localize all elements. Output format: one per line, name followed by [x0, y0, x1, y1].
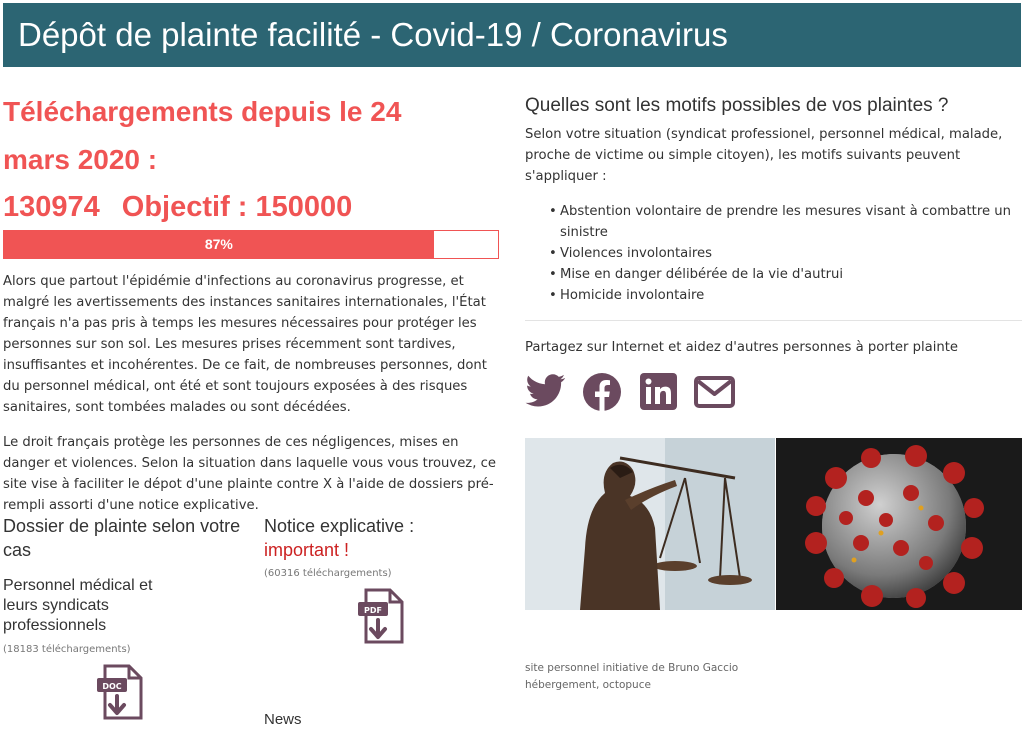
- downloads-count-row: [3, 184, 499, 230]
- motif-item: • Abstention volontaire de prendre les mesures visant à combattre un sinistre: [549, 201, 1022, 243]
- site-header: [3, 3, 1021, 67]
- divider: [525, 320, 1022, 321]
- downloads-objective: Objectif : 150000: [121, 191, 353, 223]
- site-title: Dépôt de plainte facilité - Covid-19 / Coronavirus: [18, 16, 728, 53]
- motif-item: • Homicide involontaire: [549, 285, 1022, 306]
- downloads-title-line2: mars 2020 :: [3, 144, 158, 175]
- footer-hosting[interactable]: hébergement, octopuce: [525, 679, 651, 691]
- doc-download-icon[interactable]: [95, 664, 145, 722]
- doc-icon-label: DOC: [102, 682, 122, 691]
- illustration-images: [525, 438, 1022, 610]
- notice-column: [264, 514, 504, 615]
- downloads-section: [3, 514, 499, 735]
- left-column: [3, 88, 499, 516]
- twitter-icon[interactable]: [525, 372, 567, 412]
- downloads-title-line1: Téléchargements depuis le 24: [3, 96, 402, 127]
- downloads-title: [3, 88, 499, 184]
- facebook-icon[interactable]: [581, 372, 623, 412]
- notice-title-text: Notice explicative :: [264, 516, 415, 536]
- motifs-title: Quelles sont les motifs possibles de vos plaintes ?: [525, 95, 949, 116]
- notice-important-label: important !: [264, 540, 350, 560]
- dossier-title: Dossier de plainte selon votre cas: [3, 516, 241, 560]
- justice-statue-image: [525, 438, 775, 610]
- site-footer: [525, 660, 738, 694]
- downloads-count: 130974: [3, 191, 100, 223]
- footer-credit: site personnel initiative de Bruno Gaccio: [525, 662, 739, 674]
- pdf-icon-label: PDF: [364, 606, 382, 615]
- motifs-list: [525, 201, 1022, 306]
- downloads-progress-bar: [3, 230, 499, 259]
- motif-item: • Mise en danger délibérée de la vie d'autrui: [549, 264, 1022, 285]
- email-icon[interactable]: [693, 372, 735, 412]
- intro-paragraph-2: Le droit français protège les personnes de ces négligences, mises en danger et violences. Selon la situation dans laquelle vous vous trouvez, ce site vise à faciliter le dépot d'une plainte contre X à l'aide de dossiers pré-rempli assorti d'une notice explicative.: [3, 435, 496, 513]
- dossier-subtitle: Personnel médical et leurs syndicats professionnels: [3, 577, 153, 634]
- share-text: Partagez sur Internet et aidez d'autres personnes à porter plainte: [525, 340, 959, 355]
- notice-download-count: (60316 téléchargements): [264, 568, 392, 579]
- dossier-column: [3, 514, 243, 691]
- intro-paragraph-1: Alors que partout l'épidémie d'infections au coronavirus progresse, et malgré les avertissements des instances sanitaires internationales, l'État français n'a pas pris à temps les mesures nécessaires pour protéger les personnes sur son sol. Les mesures prises récemment sont tardives, insuffisantes et incohérentes. De ce fait, de nombreuses personnes, dont du personnel médical, ont été et sont toujours exposées à des risques sanitaires, sont tombées malades ou sont décédées.: [3, 274, 487, 415]
- pdf-download-icon[interactable]: [356, 588, 406, 646]
- progress-label: 87%: [204, 236, 233, 252]
- dossier-download-count: (18183 téléchargements): [3, 644, 131, 655]
- right-column: [525, 92, 1022, 416]
- linkedin-icon[interactable]: [637, 372, 679, 412]
- notice-title: [264, 514, 504, 562]
- motif-item: • Violences involontaires: [549, 243, 1022, 264]
- motifs-intro: Selon votre situation (syndicat professionel, personnel médical, malade, proche de victime ou simple citoyen), les motifs suivants peuvent s'appliquer :: [525, 127, 1003, 184]
- news-heading[interactable]: News: [264, 711, 302, 728]
- social-share-icons: [525, 372, 1022, 416]
- coronavirus-image: [776, 438, 1022, 610]
